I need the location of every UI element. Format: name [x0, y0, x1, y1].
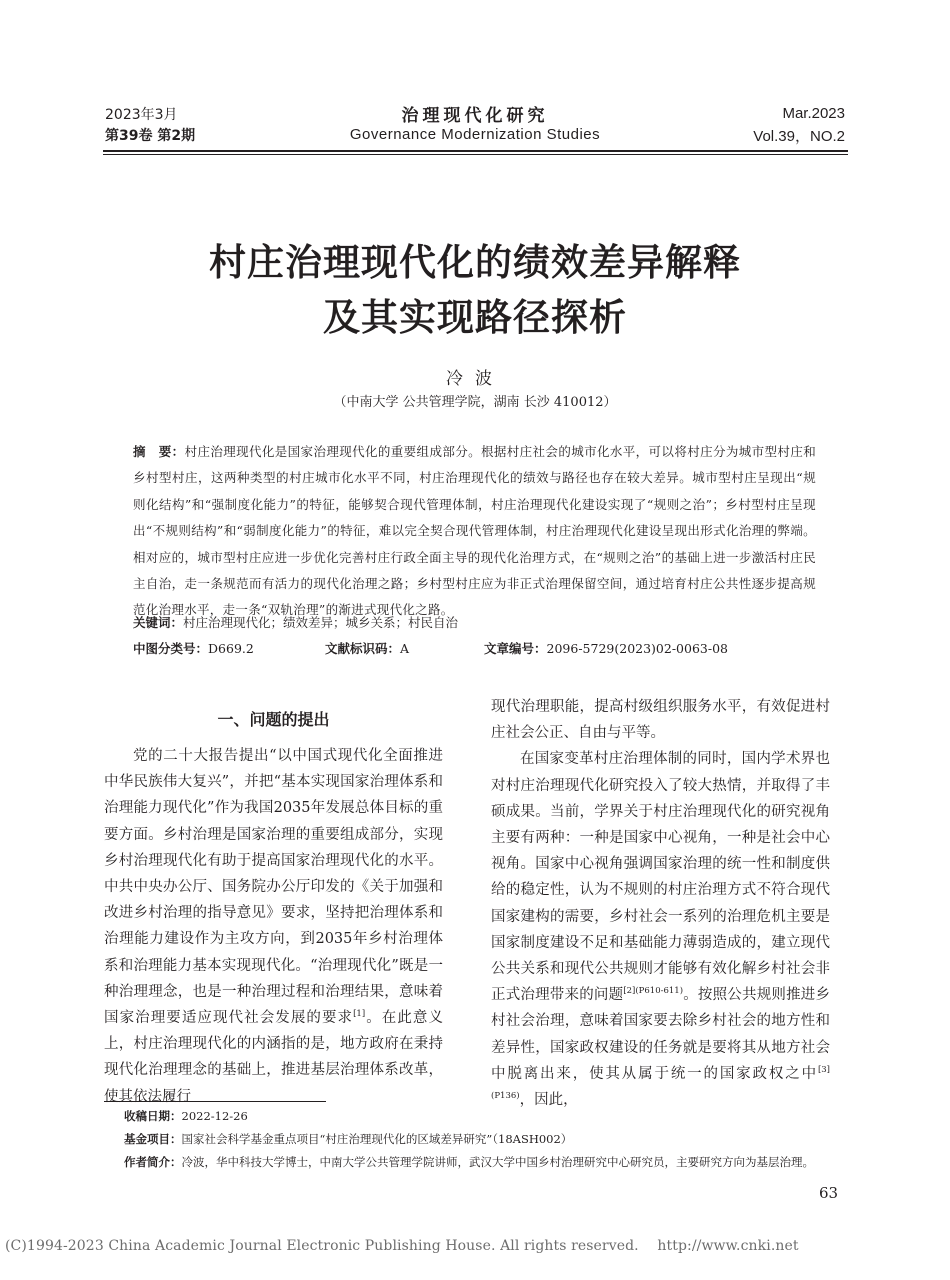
paragraph — [104, 743, 443, 1110]
keywords-text: 村庄治理现代化；绩效差异；城乡关系；村民自治 — [183, 615, 459, 630]
doc-code-value: A — [400, 641, 410, 656]
abstract — [133, 439, 816, 624]
document-code — [325, 639, 409, 657]
footnote-label: 基金项目： — [124, 1132, 182, 1146]
citation-ref: [2](P610-611) — [623, 986, 684, 997]
article-title-line2: 及其实现路径探析 — [323, 295, 627, 339]
paragraph-text: 。在此意义上，村庄治理现代化的内涵指的是，地方政府在秉持现代化治理理念的基础上，推进基层治理体系改革，使其依法履行 — [104, 1010, 444, 1105]
clc-value: D669.2 — [208, 641, 254, 656]
footnote-value: 2022-12-26 — [181, 1109, 248, 1123]
section-heading: 一、问题的提出 — [217, 710, 330, 729]
abstract-label: 摘 要： — [133, 444, 185, 459]
abstract-text: 村庄治理现代化是国家治理现代化的重要组成部分。根据村庄社会的城市化水平，可以将村庄分为城市型村庄和乡村型村庄，这两种类型的村庄城市化水平不同，村庄治理现代化的绩效与路径也存在较大差异。城市型村庄呈现出“规则化结构”和“强制度化能力”的特征，能够契合现代管理体制，村庄治理现代化建设实现了“规则之治”；乡村型村庄呈现出“不规则结构”和“弱制度化能力”的特征，难以完全契合现代管理体制，村庄治理现代化建设呈现出形式化治理的弊端。相对应的，城市型村庄应进一步优化完善村庄行政全面主导的现代化治理方式，在“规则之治”的基础上进一步激活村庄民主自治，走一条规范而有活力的现代化治理之路；乡村型村庄应为非正式治理保留空间，通过培育村庄公共性逐步提高规范化治理水平，走一条“双轨治理”的渐进式现代化之路。 — [133, 444, 817, 618]
footnote-rule — [104, 1101, 326, 1102]
citation-ref: [1] — [353, 1009, 366, 1020]
paragraph-continued: 现代治理职能，提高村级组织服务水平，有效促进村庄社会公正、自由与平等。 — [491, 699, 830, 742]
paragraph-text: ，因此， — [519, 1092, 578, 1109]
header-rule — [103, 150, 848, 152]
volume-issue-en: Vol.39，NO.2 — [753, 128, 845, 145]
footnote-received — [124, 1108, 248, 1124]
header-rule-thin — [103, 154, 848, 155]
footnote-value: 国家社会科学基金重点项目“村庄治理现代化的区域差异研究”（18ASH002） — [181, 1132, 573, 1146]
paragraph-text: 党的二十大报告提出“以中国式现代化全面推进中华民族伟大复兴”，并把“基本实现国家治理体系和治理能力现代化”作为我国2035年发展总体目标的重要方面。乡村治理是国家治理的重要组成部分，实现乡村治理现代化有助于提高国家治理现代化的水平。中共中央办公厅、国务院办公厅印发的《关于加强和改进乡村治理的指导意见》要求，坚持把治理体系和治理能力建设作为主攻方向，到2035年乡村治理体系和治理能力基本实现现代化。“治理现代化”既是一种治理理念，也是一种治理过程和治理结果，意味着国家治理要适应现代社会发展的要求 — [104, 748, 443, 1027]
keywords — [133, 613, 458, 631]
paragraph-text: 。按照公共规则推进乡村社会治理，意味着国家要去除乡村社会的地方性和差异性，国家政权建设的任务就是要将其从地方社会中脱离出来，使其从属于统一的国家政权之中 — [491, 987, 831, 1082]
keywords-label: 关键词： — [133, 615, 184, 630]
copyright-notice: (C)1994-2023 China Academic Journal Electronic Publishing House. All rights reserved. http://www.cnki.net — [5, 1238, 799, 1254]
article-number — [484, 639, 728, 657]
article-number-value: 2096-5729(2023)02-0063-08 — [546, 641, 728, 656]
article-number-label: 文章编号： — [484, 641, 547, 656]
page-number: 63 — [819, 1184, 839, 1202]
footnote-label: 收稿日期： — [124, 1109, 182, 1123]
footnote-label: 作者简介： — [124, 1155, 182, 1169]
issue-date: 2023年3月 — [105, 107, 178, 123]
clc-label: 中图分类号： — [133, 641, 209, 656]
right-column — [491, 694, 830, 1113]
paragraph — [491, 746, 830, 1113]
footnote-author — [124, 1154, 814, 1170]
doc-code-label: 文献标识码： — [325, 641, 401, 656]
author-name: 冷波 — [446, 369, 504, 389]
volume-issue: 第39卷 第2期 — [105, 128, 196, 144]
left-column — [104, 743, 443, 1110]
issue-date-en: Mar.2023 — [782, 105, 845, 122]
citation-ref: [3](P136) — [491, 1064, 830, 1102]
paragraph-text: 在国家变革村庄治理体制的同时，国内学术界也对村庄治理现代化研究投入了较大热情，并取得了丰硕成果。当前，学界关于村庄治理现代化的研究视角主要有两种：一种是国家中心视角，一种是社会中心视角。国家中心视角强调国家治理的统一性和制度供给的稳定性，认为不规则的村庄治理方式不符合现代国家建构的需要，乡村社会一系列的治理危机主要是国家制度建设不足和基础能力薄弱造成的，建立现代公共关系和现代公共规则才能够有效化解乡村社会非正式治理带来的问题 — [491, 751, 830, 1004]
footnote-fund — [124, 1131, 572, 1147]
article-title-line1: 村庄治理现代化的绩效差异解释 — [209, 240, 741, 284]
footnote-value: 冷波，华中科技大学博士，中南大学公共管理学院讲师，武汉大学中国乡村治理研究中心研究员，主要研究方向为基层治理。 — [181, 1155, 814, 1169]
journal-title-en: Governance Modernization Studies — [349, 126, 601, 143]
clc-number — [133, 639, 254, 657]
journal-title-cn: 治理现代化研究 — [401, 106, 549, 126]
author-affiliation: （中南大学 公共管理学院，湖南 长沙 410012） — [333, 395, 617, 410]
